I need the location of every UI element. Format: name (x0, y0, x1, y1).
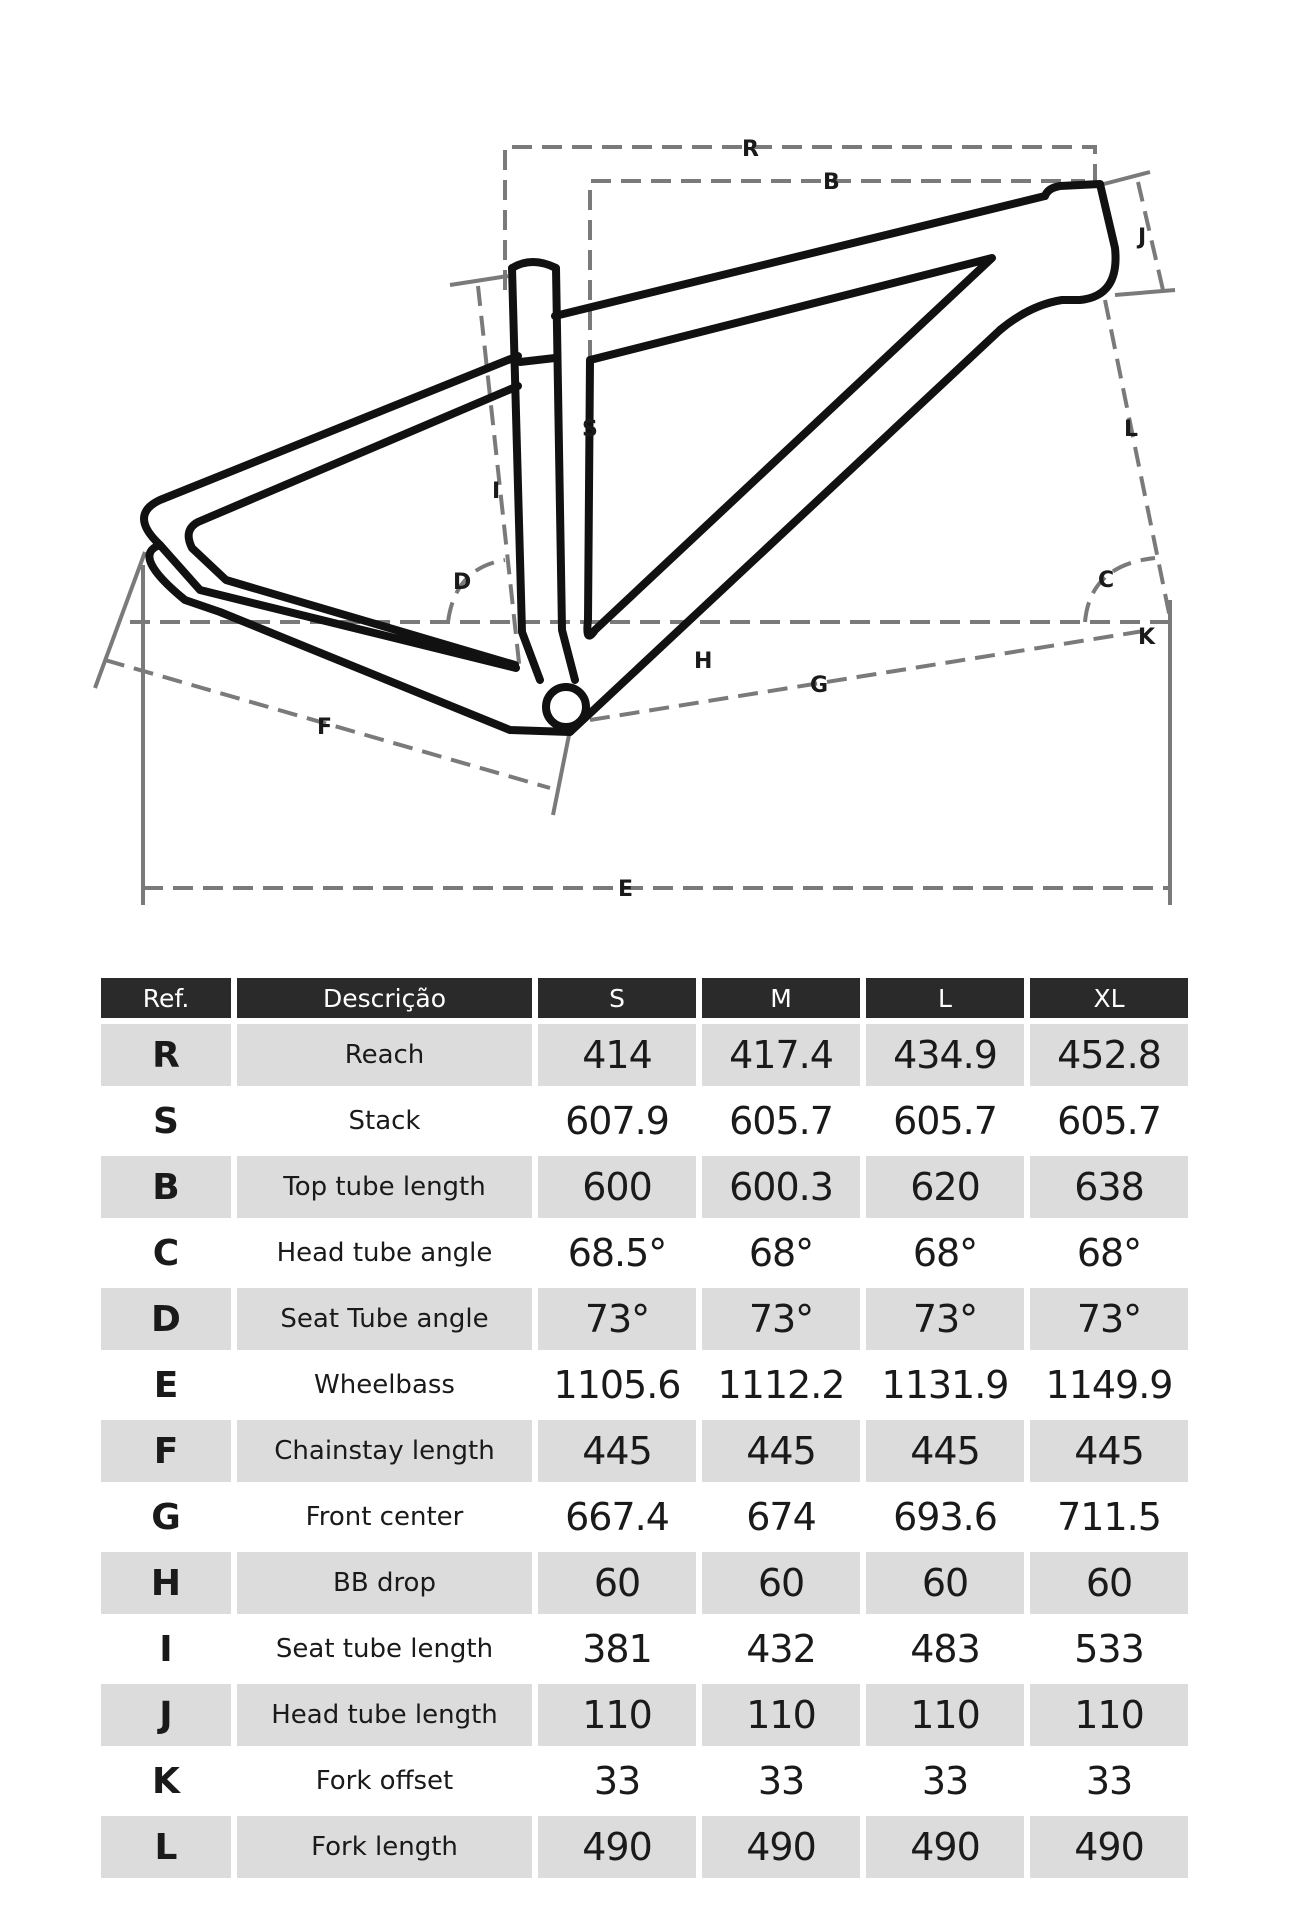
value-size-m: 417.4 (702, 1022, 860, 1088)
table-row (101, 1484, 1188, 1550)
value-size-l: 490 (866, 1814, 1024, 1880)
value-size-s: 414 (538, 1022, 696, 1088)
value-size-s: 60 (538, 1550, 696, 1616)
value-size-l: 68° (866, 1220, 1024, 1286)
dim-label-l: L (1124, 417, 1139, 442)
value-size-s: 600 (538, 1154, 696, 1220)
row-description: Head tube length (237, 1682, 532, 1748)
header-ref: Ref. (101, 978, 231, 1022)
value-size-m: 33 (702, 1748, 860, 1814)
header-size-s: S (538, 978, 696, 1022)
table-row (101, 1814, 1188, 1880)
value-size-m: 1112.2 (702, 1352, 860, 1418)
row-ref: D (101, 1286, 231, 1352)
row-description: Top tube length (237, 1154, 532, 1220)
dim-line-front-center (590, 630, 1150, 720)
frame-chainstay (149, 545, 570, 732)
row-description: Chainstay length (237, 1418, 532, 1484)
value-size-xl: 33 (1030, 1748, 1188, 1814)
row-ref: F (101, 1418, 231, 1484)
ext-line-seat-top (450, 276, 508, 285)
row-ref: B (101, 1154, 231, 1220)
row-description: Front center (237, 1484, 532, 1550)
dim-label-s: S (582, 417, 598, 442)
table-row (101, 1418, 1188, 1484)
value-size-m: 445 (702, 1418, 860, 1484)
dim-arc-head-angle (1085, 558, 1155, 622)
row-description: Reach (237, 1022, 532, 1088)
row-description: Seat Tube angle (237, 1286, 532, 1352)
table-row (101, 1682, 1188, 1748)
value-size-l: 445 (866, 1418, 1024, 1484)
dim-label-i: I (492, 479, 501, 504)
row-ref: G (101, 1484, 231, 1550)
value-size-s: 1105.6 (538, 1352, 696, 1418)
ext-line-head-top (1100, 172, 1150, 185)
value-size-xl: 445 (1030, 1418, 1188, 1484)
row-description: Seat tube length (237, 1616, 532, 1682)
value-size-xl: 73° (1030, 1286, 1188, 1352)
dim-label-k: K (1138, 625, 1156, 650)
value-size-xl: 452.8 (1030, 1022, 1188, 1088)
value-size-xl: 68° (1030, 1220, 1188, 1286)
value-size-s: 667.4 (538, 1484, 696, 1550)
row-ref: S (101, 1088, 231, 1154)
value-size-s: 73° (538, 1286, 696, 1352)
table-header-row (101, 978, 1188, 1022)
dim-label-j: J (1138, 225, 1147, 250)
row-ref: L (101, 1814, 231, 1880)
value-size-s: 445 (538, 1418, 696, 1484)
value-size-l: 1131.9 (866, 1352, 1024, 1418)
row-description: Stack (237, 1088, 532, 1154)
value-size-m: 68° (702, 1220, 860, 1286)
dim-label-g: G (810, 673, 829, 698)
row-ref: K (101, 1748, 231, 1814)
value-size-m: 110 (702, 1682, 860, 1748)
dim-label-c: C (1098, 568, 1115, 593)
geometry-table (95, 978, 1194, 1880)
row-ref: R (101, 1022, 231, 1088)
table-row (101, 1748, 1188, 1814)
dim-label-d: D (453, 570, 472, 595)
ext-line-bb (553, 730, 570, 815)
value-size-xl: 110 (1030, 1682, 1188, 1748)
header-size-l: L (866, 978, 1024, 1022)
value-size-l: 434.9 (866, 1022, 1024, 1088)
row-ref: I (101, 1616, 231, 1682)
value-size-m: 605.7 (702, 1088, 860, 1154)
frame-down-tube (570, 258, 1000, 732)
value-size-l: 33 (866, 1748, 1024, 1814)
header-description: Descrição (237, 978, 532, 1022)
value-size-m: 73° (702, 1286, 860, 1352)
dim-label-r: R (742, 137, 759, 162)
value-size-m: 432 (702, 1616, 860, 1682)
value-size-xl: 60 (1030, 1550, 1188, 1616)
value-size-l: 73° (866, 1286, 1024, 1352)
value-size-m: 600.3 (702, 1154, 860, 1220)
value-size-l: 110 (866, 1682, 1024, 1748)
row-ref: H (101, 1550, 231, 1616)
value-size-m: 674 (702, 1484, 860, 1550)
table-row (101, 1088, 1188, 1154)
value-size-s: 607.9 (538, 1088, 696, 1154)
table-row (101, 1220, 1188, 1286)
dim-label-h: H (694, 649, 713, 674)
value-size-xl: 533 (1030, 1616, 1188, 1682)
value-size-xl: 490 (1030, 1814, 1188, 1880)
row-description: Head tube angle (237, 1220, 532, 1286)
row-description: BB drop (237, 1550, 532, 1616)
dim-label-f: F (317, 715, 333, 740)
value-size-m: 60 (702, 1550, 860, 1616)
dim-label-e: E (618, 877, 634, 902)
frame-seat-tube (512, 262, 575, 680)
ext-line-head-bottom (1115, 290, 1175, 295)
table-row (101, 1550, 1188, 1616)
table-row (101, 1286, 1188, 1352)
value-size-l: 483 (866, 1616, 1024, 1682)
frame-bottom-bracket (546, 687, 586, 727)
dim-label-b: B (823, 170, 840, 195)
header-size-m: M (702, 978, 860, 1022)
row-ref: C (101, 1220, 231, 1286)
row-ref: J (101, 1682, 231, 1748)
value-size-l: 605.7 (866, 1088, 1024, 1154)
value-size-xl: 711.5 (1030, 1484, 1188, 1550)
row-description: Fork length (237, 1814, 532, 1880)
value-size-s: 490 (538, 1814, 696, 1880)
value-size-s: 110 (538, 1682, 696, 1748)
header-size-xl: XL (1030, 978, 1188, 1022)
value-size-s: 381 (538, 1616, 696, 1682)
value-size-s: 33 (538, 1748, 696, 1814)
value-size-m: 490 (702, 1814, 860, 1880)
value-size-xl: 638 (1030, 1154, 1188, 1220)
table-row (101, 1022, 1188, 1088)
value-size-l: 693.6 (866, 1484, 1024, 1550)
row-description: Wheelbass (237, 1352, 532, 1418)
value-size-s: 68.5° (538, 1220, 696, 1286)
value-size-l: 60 (866, 1550, 1024, 1616)
table-row (101, 1154, 1188, 1220)
value-size-xl: 605.7 (1030, 1088, 1188, 1154)
dim-line-reach (505, 147, 1095, 290)
value-size-xl: 1149.9 (1030, 1352, 1188, 1418)
row-description: Fork offset (237, 1748, 532, 1814)
frame-geometry-diagram (0, 0, 1305, 940)
row-ref: E (101, 1352, 231, 1418)
table-row (101, 1616, 1188, 1682)
table-row (101, 1352, 1188, 1418)
value-size-l: 620 (866, 1154, 1024, 1220)
